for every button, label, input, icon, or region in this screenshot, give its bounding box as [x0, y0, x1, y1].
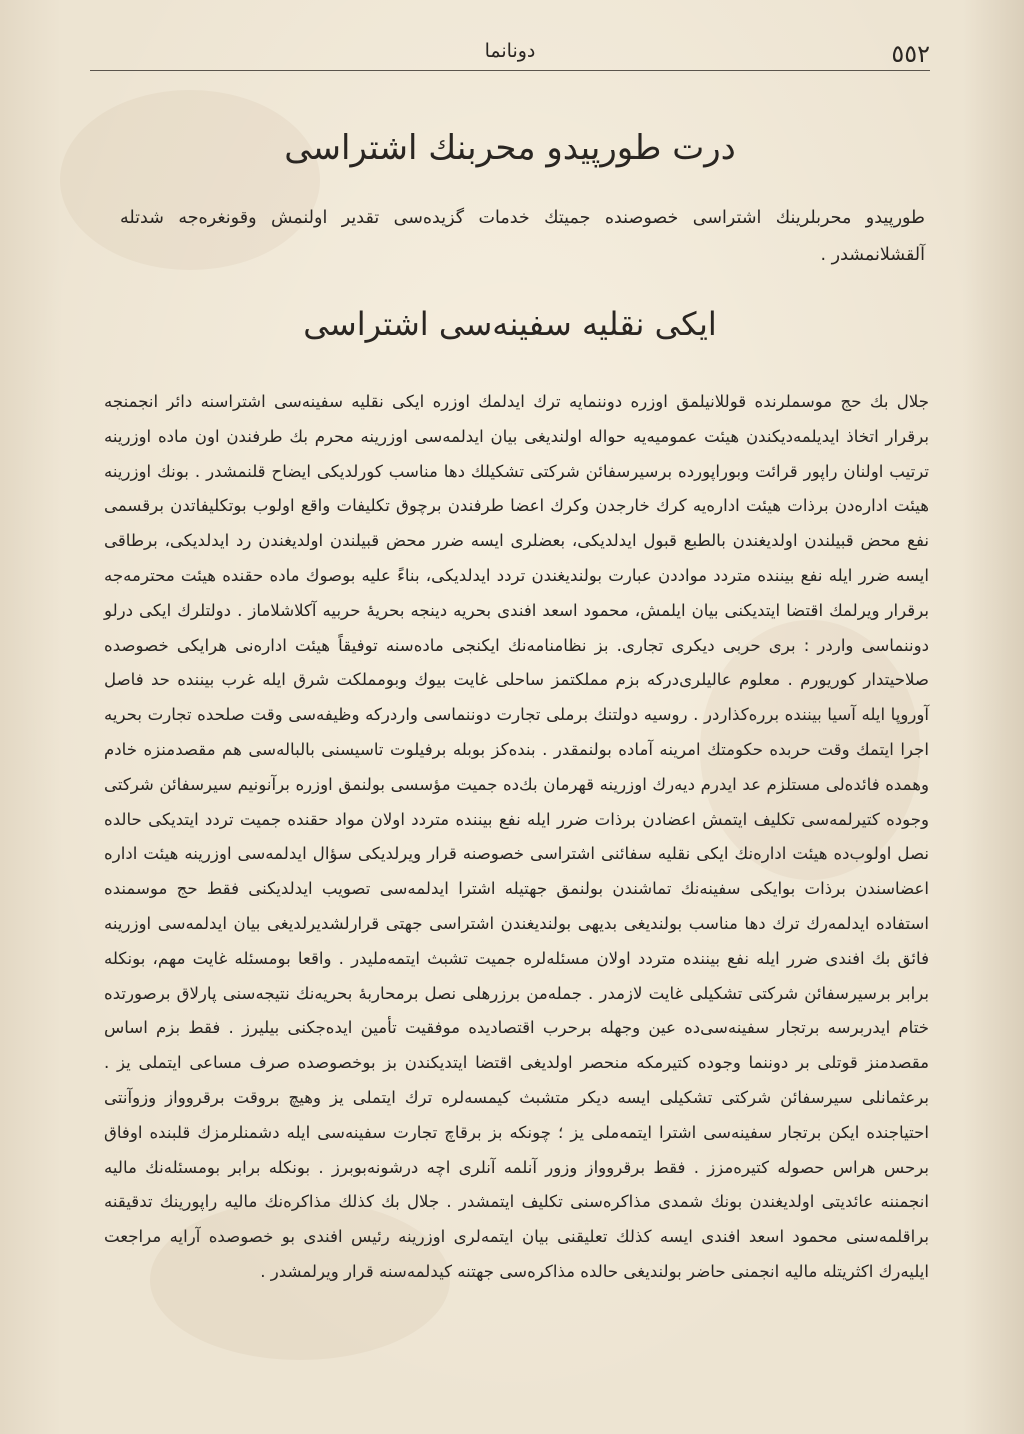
header-rule — [90, 70, 930, 71]
section-paragraph-transport-ships: جلال بك حج موسملرنده قوللانیلمق اوزره دوننمایه ترك ایدلمك اوزره ایکی نقلیه سفینه‌سی اشتراسنه دائر انجمنجه برقرار اتخاذ ایدیلمه‌دیکندن هیئت عمومیه‌یه حواله اولندیغی بیان ایدلمه‌سی اوزرینه محرم بك طرفندن اون ماده اوزرینه ترتیب اولنان راپور قرائت وبوراپورده برسیرسفائن شرکتی تشکیلك دها مناسب کورلدیکی ایضاح قلنمشدر . بونك اوزرینه هیئت اداره‌دن برذات هیئت اداره‌یه کرك خارجدن وکرك اعضا طرفندن برچوق تکلیفات واقع اولوب بوتکلیفاتدن برقسمی نفع محض قبیلندن اولدیغندن بالطبع قبول ایدلدیکی، بعضلری ایسه ضرر محض قبیلندن اولدیغندن رد ایدلدیکی، برطاقی ایسه ضرر ایله نفع بیننده متردد مواددن عبارت بولندیغندن تردد ایدلدیکی، بناءً علیه بوصوك ماده حقنده هیئت محترمه‌جه برقرار ویرلمك اقتضا ایتدیکنی بیان ایلمش، محمود اسعد افندی بحریه دینجه بحریهٔ حربیه آکلاشلاماز . دولتلرك ایکی درلو دوننماسی واردر : بری حربی دیکری تجاری. بز نظامنامه‌نك ایکنجی ماده‌سنه توفیقاً هیئت اداره‌نی هرایکی خصوصده صلاحیتدار کوریورم . معلوم عالیلری‌درکه بزم مملکتمز ساحلی غایت بیوك وبومملکت شرق ایله غرب بیننده حد فاصل آوروپا ایله آسیا بیننده برره‌کذاردر . روسیه دولتنك برملی تجارت دوننماسی واردرکه وظیفه‌سی وقت صلحده تجارت بحریه اجرا ایتمك وقت حربده حکومتك امرینه آماده بولنمقدر . بنده‌کز بوبله برفیلوت تاسیسنی بالباله‌سی هم مقصدمنزه خادم وهمده فائده‌لی مستلزم عد ایدرم دیه‌رك اوزرینه قهرمان بك‌ده جمیت مؤسسی بولنمق اوزره برآنونیم سیرسفائن شرکتی وجوده کتیرلمه‌سی تکلیف ایتمش اعضادن برذات ضرر ایله نفع بیننده متردد اولان مواد حقنده جمیت تردد ایتدیکی حالده نصل اولوب‌ده هیئت اداره‌نك ایکی نقلیه سفائنی اشتراسی خصوصنه قرار ویرلدیکی سؤال ایدلمه‌سی اوزرینه هیئت اداره اعضاسندن برذات بوایکی سفینه‌نك تماشندن بولنمق جهتیله اشترا ایدلمه‌سی تصویب ایدلدیکنی فقط حج موسمنده استفاده ایدلمه‌رك ترك دها مناسب بولندیغی بدیهی بولندیغندن اشتراسی جهتی قرارلشدیرلدیغی بیان ایدلمه‌سی اوزرینه فائق بك افندی ضرر ایله نفع بیننده متردد اولان مسئله‌لره جمیت تشبث ایتمه‌ملیدر . واقعا بومسئله غایت مهم، بونکله برابر برسیرسفائن شرکتی تشکیلی غایت لازمدر . جمله‌من برزرهلی نصل برمحاربهٔ بحریه‌نك نتیجه‌سنی پارلاق برصورتده ختام ایدربرسه برتجار سفینه‌سی‌ده عین وجهله برحرب اقتصادیده موفقیت تأمین ایده‌جکنی بیلیرز . فقط بزم اساس مقصدمنز قوتلی بر دوننما وجوده کتیرمکه منحصر اولدیغی اقتضا ایتدیکندن بز بوخصوصده صرف مساعی ایتملی یز . برعثمانلی سیرسفائن شرکتی تشکیلی ایسه دیکر متشبث کیمسه‌لره ترك ایتملی یز وهیچ بروقت برقروواز وزوآنتی احتیاجنده ایکن برتجار سفینه‌سی اشترا ایتمه‌ملی یز ؛ چونکه بز برقاچ تجارت سفینه‌سی ایله دشمنلرمزك قلبنده اوفاق برحس هراس حصوله کتیره‌مزز . فقط برقروواز وزور آنلمه آنلری اچه درشونه‌بوبرز . بونکله برابر بومسئله‌نك مالیه انجمننه عائدیتی اولدیغندن بونك شمدی مذاکره‌سنی تکلیف ایتمشدر . جلال بك کذلك مذاکره‌نك مالیه راپورینك تدقیقنه براقلمه‌سنی محمود اسعد افندی ایسه کذلك تعلیقنی بیان ایتمه‌لری اوزرینه رئیس افندی بو خصوصده آرایه مراجعت ایلیه‌رك اکثریتله مالیه انجمنی حاضر بولندیغی حالده مذاکره‌سی جهتنه کیدلمه‌سنه قرار ویرلمشدر . — [104, 392, 929, 1281]
running-head: دونانما — [484, 40, 536, 62]
page-header — [90, 38, 930, 72]
section-title-transport-ships: ایکی نقلیه سفینه‌سی اشتراسی — [303, 305, 717, 343]
page-number: ٥٥٢ — [891, 40, 930, 68]
section-paragraph-torpedo-boats: طورپیدو محربلرینك اشتراسی خصوصنده جمیتك خدمات گزیده‌سی تقدیر اولنمش وقونغره‌جه شدتله آلقشلانمشدر . — [120, 208, 925, 265]
section-title-torpedo-boats: درت طورپیدو محربنك اشتراسی — [284, 128, 736, 168]
